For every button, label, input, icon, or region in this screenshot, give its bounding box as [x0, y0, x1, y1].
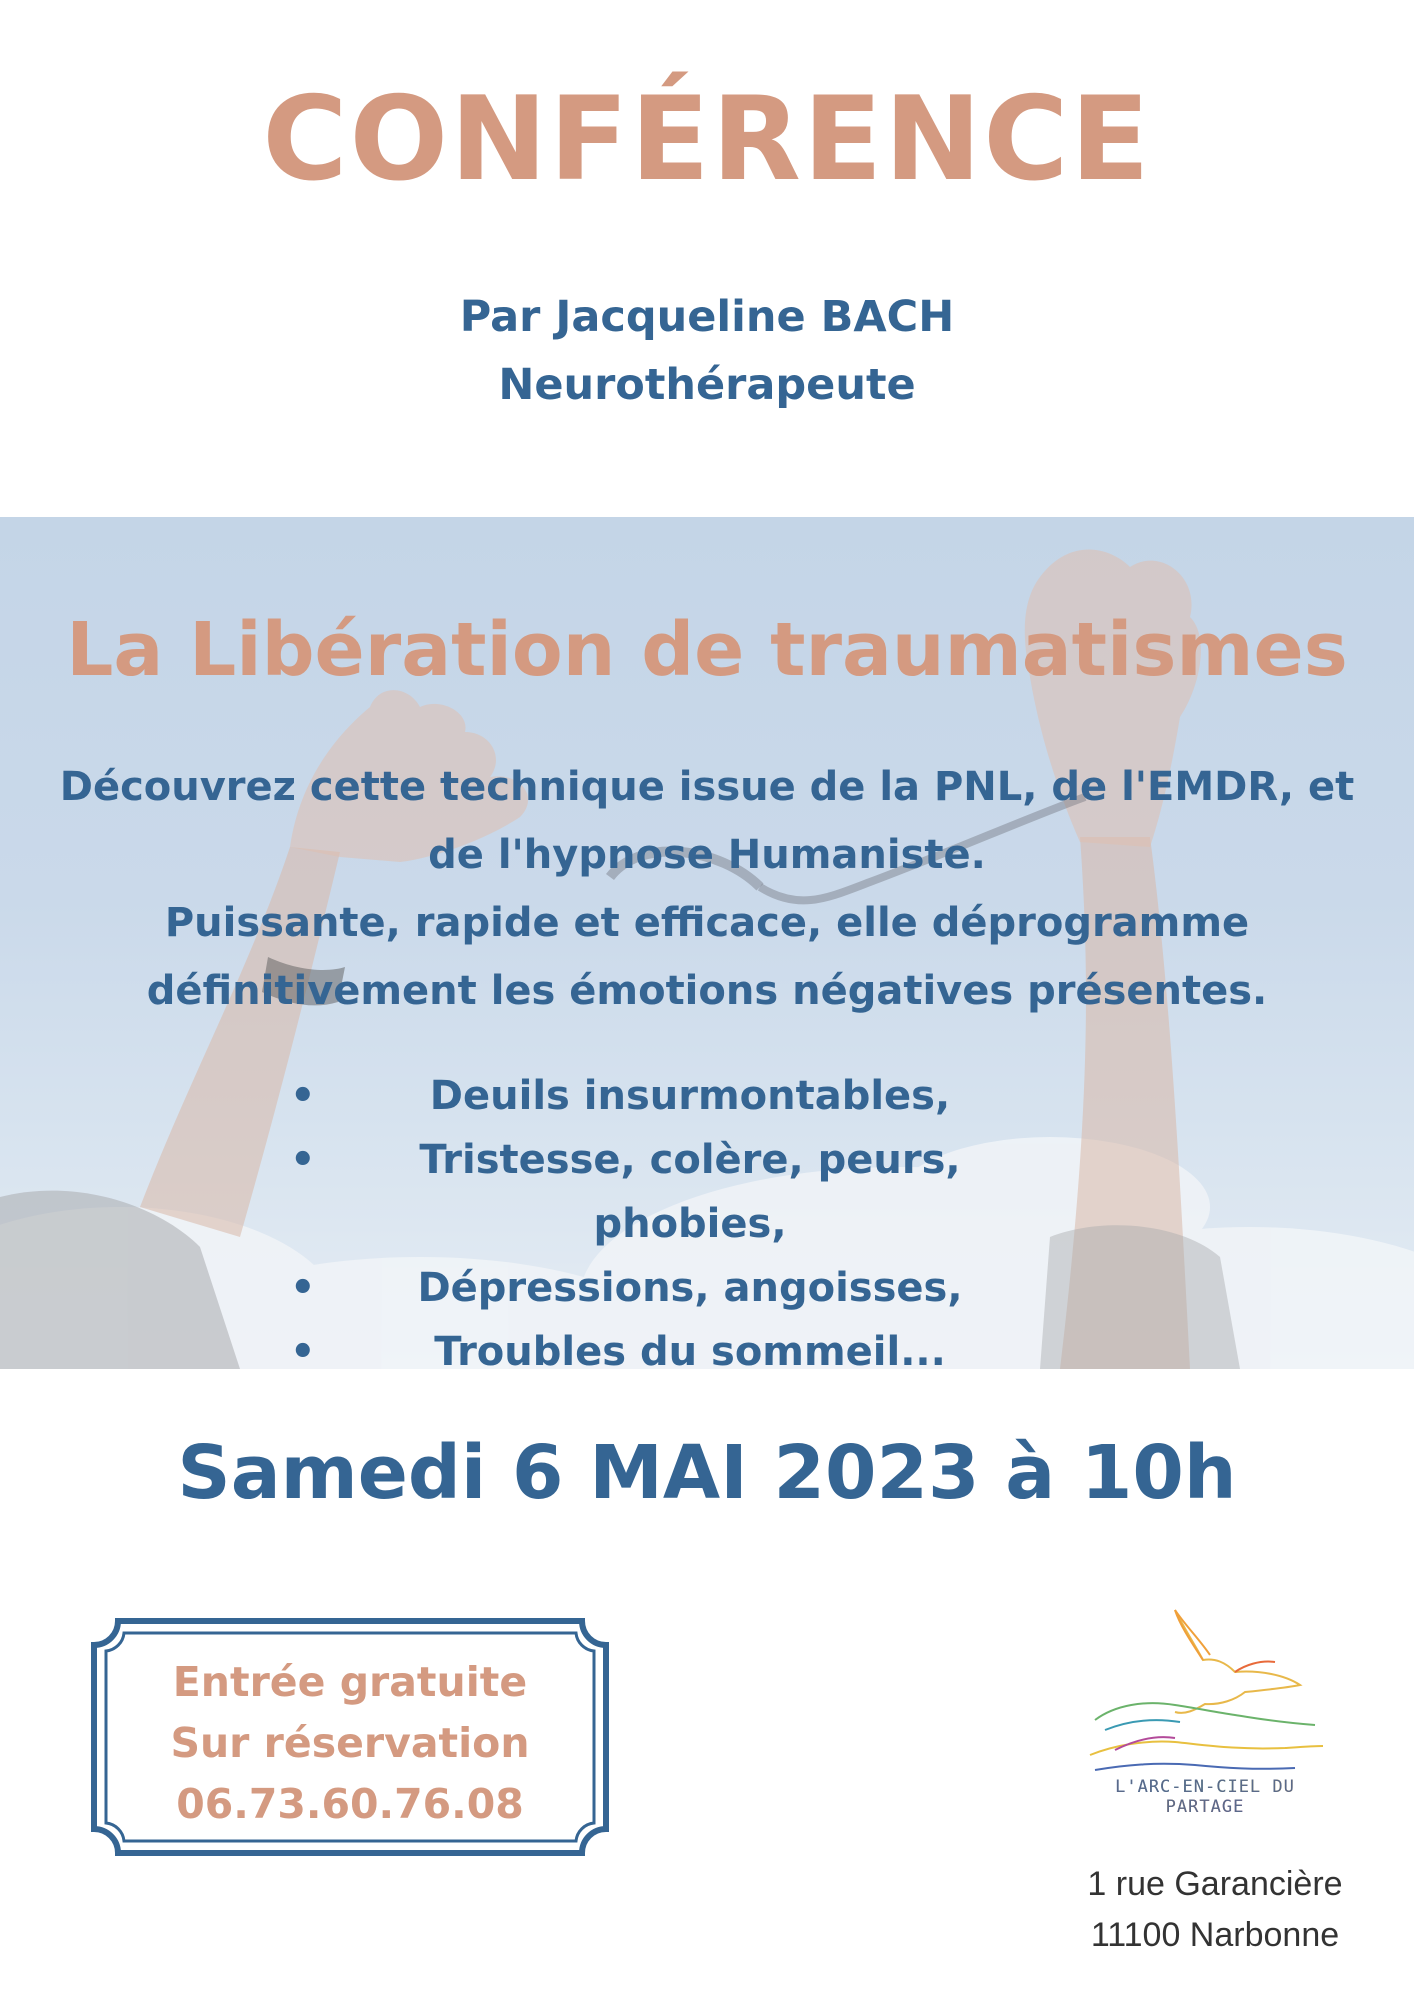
- ticket-text: [90, 1652, 610, 1835]
- topic-description: [0, 753, 1414, 1025]
- description-line: Découvrez cette technique issue de la PNL, de l'EMDR, et: [59, 764, 1355, 810]
- speaker-block: [0, 283, 1414, 419]
- topic-title: La Libération de traumatismes: [66, 607, 1348, 693]
- list-item-text: Dépressions, angoisses,: [417, 1265, 963, 1311]
- ticket-phone[interactable]: 06.73.60.76.08: [176, 1780, 524, 1828]
- list-item: [290, 1064, 1050, 1128]
- list-item-text: Troubles du sommeil...: [434, 1329, 946, 1369]
- bullet-icon: •: [290, 1137, 316, 1183]
- bullet-icon: •: [290, 1329, 316, 1369]
- description-line: de l'hypnose Humaniste.: [428, 832, 986, 878]
- list-item-text: Deuils insurmontables,: [429, 1073, 951, 1119]
- conference-title: CONFÉRENCE: [262, 72, 1152, 207]
- logo-caption: [1075, 1777, 1335, 1817]
- bullet-icon: •: [290, 1265, 316, 1311]
- list-item: [290, 1320, 1050, 1369]
- topic-band: [0, 517, 1414, 1369]
- speaker-profession: Neurothérapeute: [498, 360, 916, 410]
- list-item: [290, 1128, 1050, 1256]
- symptom-list: [290, 1064, 1050, 1369]
- speaker-name: Par Jacqueline BACH: [459, 292, 955, 342]
- reservation-ticket: [90, 1617, 610, 1857]
- logo-text: L'ARC-EN-CIEL DU PARTAGE: [1115, 1777, 1295, 1817]
- address-city: 11100 Narbonne: [1090, 1916, 1340, 1954]
- bullet-icon: •: [290, 1073, 316, 1119]
- address-street: 1 rue Garancière: [1087, 1865, 1343, 1903]
- list-item-text: Tristesse, colère, peurs, phobies,: [419, 1137, 961, 1247]
- description-line: définitivement les émotions négatives présentes.: [146, 968, 1268, 1014]
- ticket-free-entry: Entrée gratuite: [172, 1658, 528, 1706]
- address-block: [1065, 1859, 1365, 1961]
- ticket-reservation: Sur réservation: [170, 1719, 530, 1767]
- description-line: Puissante, rapide et efficace, elle déprogramme: [164, 900, 1250, 946]
- event-date: Samedi 6 MAI 2023 à 10h: [177, 1430, 1237, 1516]
- list-item: [290, 1256, 1050, 1320]
